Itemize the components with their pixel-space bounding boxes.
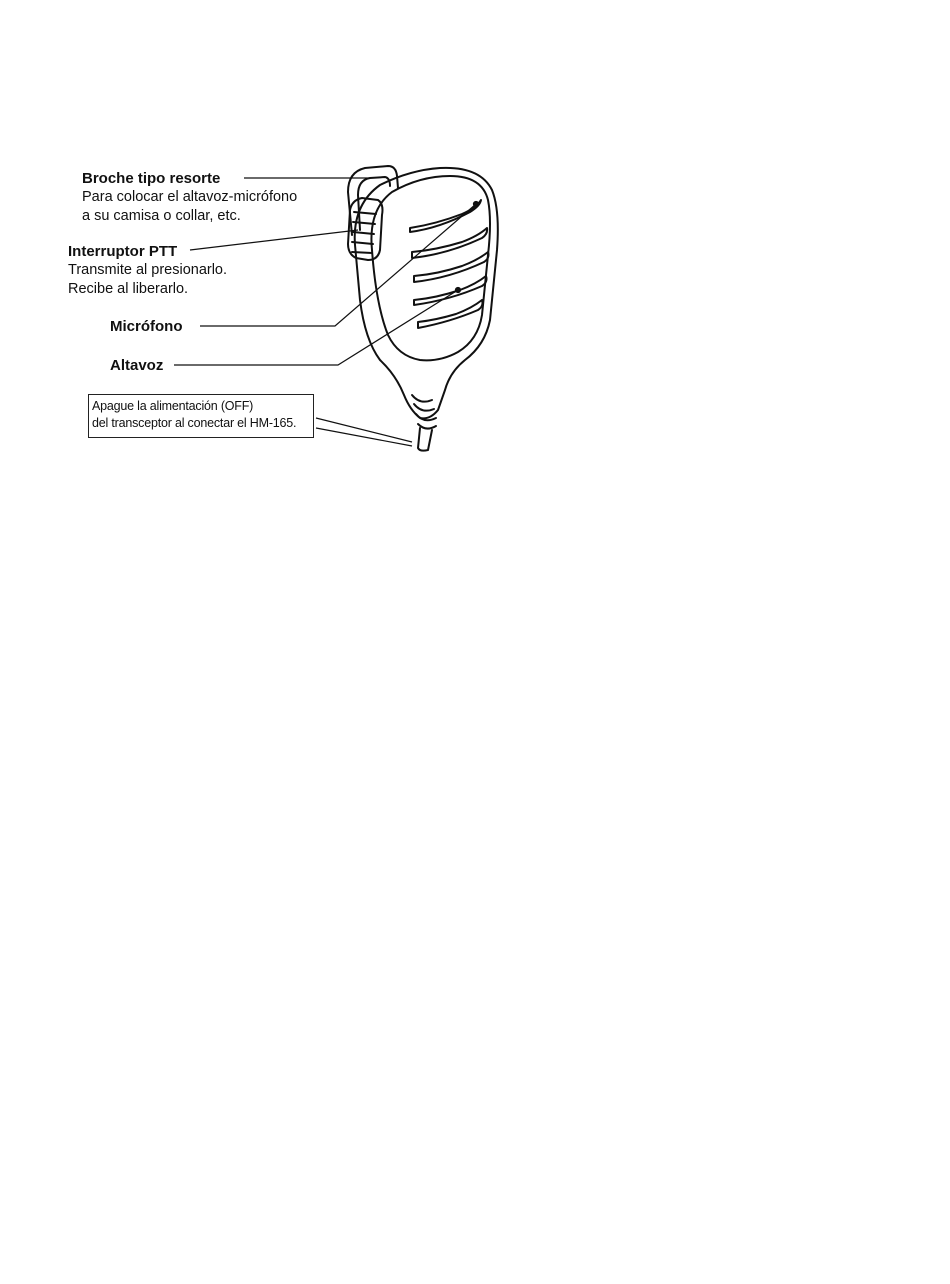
label-speaker xyxy=(110,356,163,375)
leader-note-2 xyxy=(316,428,412,446)
spring-clip-title: Broche tipo resorte xyxy=(82,170,221,187)
label-spring-clip xyxy=(82,169,297,226)
spring-clip-desc-2: a su camisa o collar, etc. xyxy=(82,208,241,224)
speaker-microphone-icon xyxy=(348,166,498,451)
label-ptt-switch xyxy=(68,242,227,299)
speaker-grille xyxy=(410,200,489,328)
spring-clip-desc-1: Para colocar el altavoz-micrófono xyxy=(82,189,298,205)
ptt-desc-1: Transmite al presionarlo. xyxy=(68,262,228,278)
note-line-1: Apague la alimentación (OFF) xyxy=(92,399,254,413)
speaker-title: Altavoz xyxy=(110,357,164,374)
ptt-desc-2: Recibe al liberarlo. xyxy=(68,281,189,297)
cable xyxy=(418,428,432,451)
leader-note-1 xyxy=(316,418,412,442)
microphone-title: Micrófono xyxy=(110,318,183,335)
ptt-title: Interruptor PTT xyxy=(68,243,178,260)
note-line-2: del transceptor al conectar el HM-165. xyxy=(92,416,297,430)
leader-speaker xyxy=(174,290,458,365)
power-off-note xyxy=(88,394,314,438)
ptt-switch xyxy=(348,198,383,260)
label-microphone xyxy=(110,317,183,336)
cable-strain-relief xyxy=(412,395,436,429)
